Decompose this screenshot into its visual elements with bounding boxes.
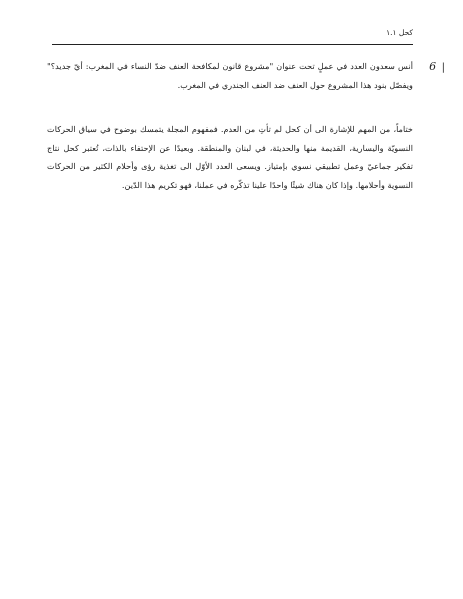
header-rule	[52, 44, 413, 45]
body-paragraph-1: أنس سعدون العدد في عملٍ تحت عنوان "مشروع قانون لمكافحة العنف ضدّ النساء في المغرب: أيّ جديد؟" ويفصّل بنود هذا المشروع حول العنف ضد العنف الجندري في المغرب.	[47, 61, 413, 90]
page-number	[429, 60, 445, 73]
running-header-title: كحل ١.١	[386, 28, 413, 37]
page-number-separator: |	[441, 62, 445, 73]
body-paragraph-2: ختاماً، من المهم للإشارة الى أن كحل لم تأتِ من العدم. فمفهوم المجلة يتمسك بوضوح في سياق الحركات النسويّة واليسارية، القديمة منها والحديثة، في لبنان والمنطقة. وبعيدًا عن الإحتفاء بالذات، تُعتبر كحل نتاج تفكير جماعيّ وعمل تطبيقي نسوي بإمتياز. ويسعى العدد الأوّل الى تغذية رؤى وأحلام الكثير من الحركات النسوية وأحلامها. وإذا كان هناك شيئًا واحدًا علينا تذكّره في عملنا، فهو تكريم هذا الدّين.	[47, 124, 413, 190]
page-number-value: 6	[429, 60, 437, 73]
